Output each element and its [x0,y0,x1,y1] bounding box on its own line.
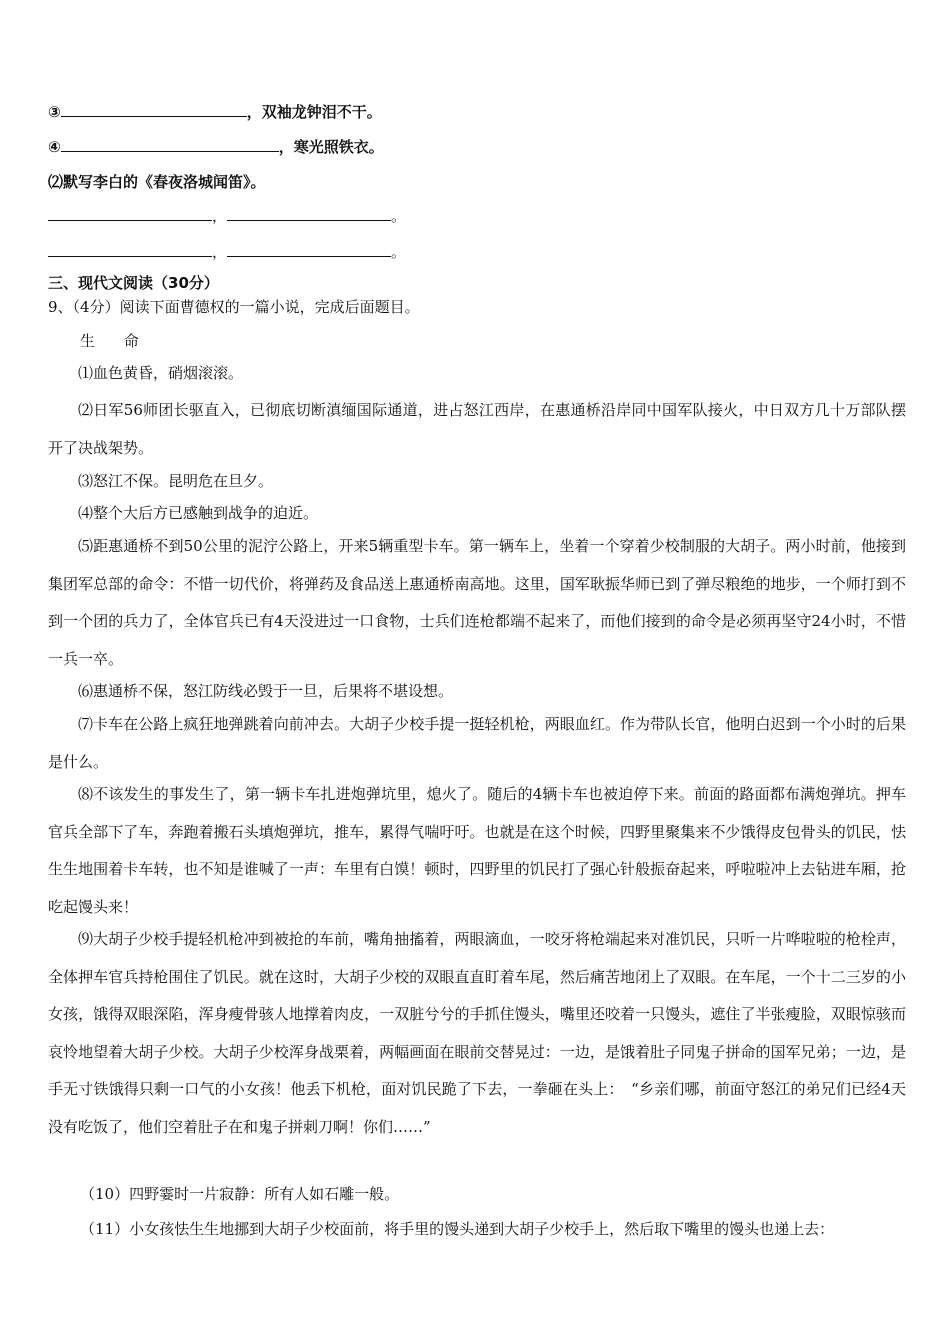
paragraph-1: ⑴血色黄昏，硝烟滚滚。 [78,364,244,382]
paragraph-6: ⑹惠通桥不保，怒江防线必毁于一旦，后果将不堪设想。 [78,682,454,700]
answer-blank[interactable] [61,136,279,152]
paragraph-4: ⑷整个大后方已感触到战争的迫近。 [78,504,319,522]
answer-blank[interactable] [61,101,247,117]
item-marker: ④ [48,138,61,156]
paragraph-2: ⑵日军56师团长驱直入，已彻底切断滇缅国际通道，进占怒江西岸，在惠通桥沿岸同中国军队接火，中日双方几十万部队摆开了决战架势。 [48,401,906,457]
paragraph-7: ⑺卡车在公路上疯狂地弹跳着向前冲去。大胡子少校手提一挺轻机枪，两眼血红。作为带队长官，他明白迟到一个小时的后果是什么。 [48,715,906,771]
answer-blank[interactable] [48,241,212,257]
comma: ， [212,243,228,261]
question-9: 9、（4分）阅读下面曹德权的一篇小说，完成后面题目。 [48,298,420,316]
paragraph-5: ⑸距惠通桥不到50公里的泥泞公路上，开来5辆重型卡车。第一辆车上，坐着一个穿着少校制服的大胡子。两小时前，他接到集团军总部的命令：不惜一切代价，将弹药及食品送上惠通桥南高地。这里，国军耿振华师已到了弹尽粮绝的地步，一个师打到不到一个团的兵力了，全体官兵已有4天没进过一口食物，士兵们连枪都端不起来了，而他们接到的命令是必须再坚守24小时，不惜一兵一卒。 [48,537,906,668]
comma: ， [212,207,228,225]
paragraph-10: （10）四野霎时一片寂静：所有人如石雕一般。 [80,1185,400,1203]
answer-row-1 [48,205,406,226]
paragraph-9: ⑼大胡子少校手提轻机枪冲到被抢的车前，嘴角抽搐着，两眼滴血，一咬牙将枪端起来对准饥民，只听一片哗啦啦的枪栓声，全体押车官兵持枪围住了饥民。就在这时，大胡子少校的双眼直直盯着车尾，然后痛苦地闭上了双眼。在车尾，一个十二三岁的小女孩，饿得双眼深陷，浑身瘦骨骇人地撑着肉皮，一双脏兮兮的手抓住馒头，嘴里还咬着一只馒头，遮住了半张瘦脸，双眼惊骇而哀怜地望着大胡子少校。大胡子少校浑身战栗着，两幅画面在眼前交替晃过：一边，是饿着肚子同鬼子拼命的国军兄弟；一边，是手无寸铁饿得只剩一口气的小女孩！他丢下机枪，面对饥民跪了下去，一拳砸在头上： “乡亲们哪，前面守怒江的弟兄们已经4天没有吃饭了，他们空着肚子在和鬼子拼刺刀啊！你们……” [48,930,906,1136]
paragraph-11: （11）小女孩怯生生地挪到大胡子少校面前，将手里的馒头递到大胡子少校手上，然后取下嘴里的馒头也递上去： [80,1220,835,1238]
recitation-text: ，寒光照铁衣。 [278,138,384,156]
answer-blank[interactable] [227,205,391,221]
paragraph-8: ⑻不该发生的事发生了，第一辆卡车扎进炮弹坑里，熄火了。随后的4辆卡车也被迫停下来。前面的路面都布满炮弹坑。押车官兵全部下了车，奔跑着搬石头填炮弹坑，推车，累得气喘吁吁。也就是在这个时候，四野里聚集来不少饿得皮包骨头的饥民，怯生生地围着卡车转，也不知是谁喊了一声：车里有白馍！顿时，四野里的饥民打了强心针般振奋起来，呼啦啦冲上去钻进车厢，抢吃起馒头来！ [48,785,906,916]
recitation-text: ，双袖龙钟泪不干。 [246,103,382,121]
paragraph-3: ⑶怒江不保。昆明危在旦夕。 [78,472,274,490]
section-heading: 三、现代文阅读（30分） [48,274,219,292]
item-marker: ③ [48,103,61,121]
answer-row-2 [48,241,406,262]
period: 。 [391,243,407,261]
story-title: 生 命 [80,332,151,350]
recitation-item-4 [48,136,384,157]
answer-blank[interactable] [48,205,212,221]
period: 。 [391,207,407,225]
answer-blank[interactable] [227,241,391,257]
recitation-part2-prompt: ⑵默写李白的《春夜洛城闻笛》。 [48,173,266,191]
recitation-item-3 [48,101,382,122]
